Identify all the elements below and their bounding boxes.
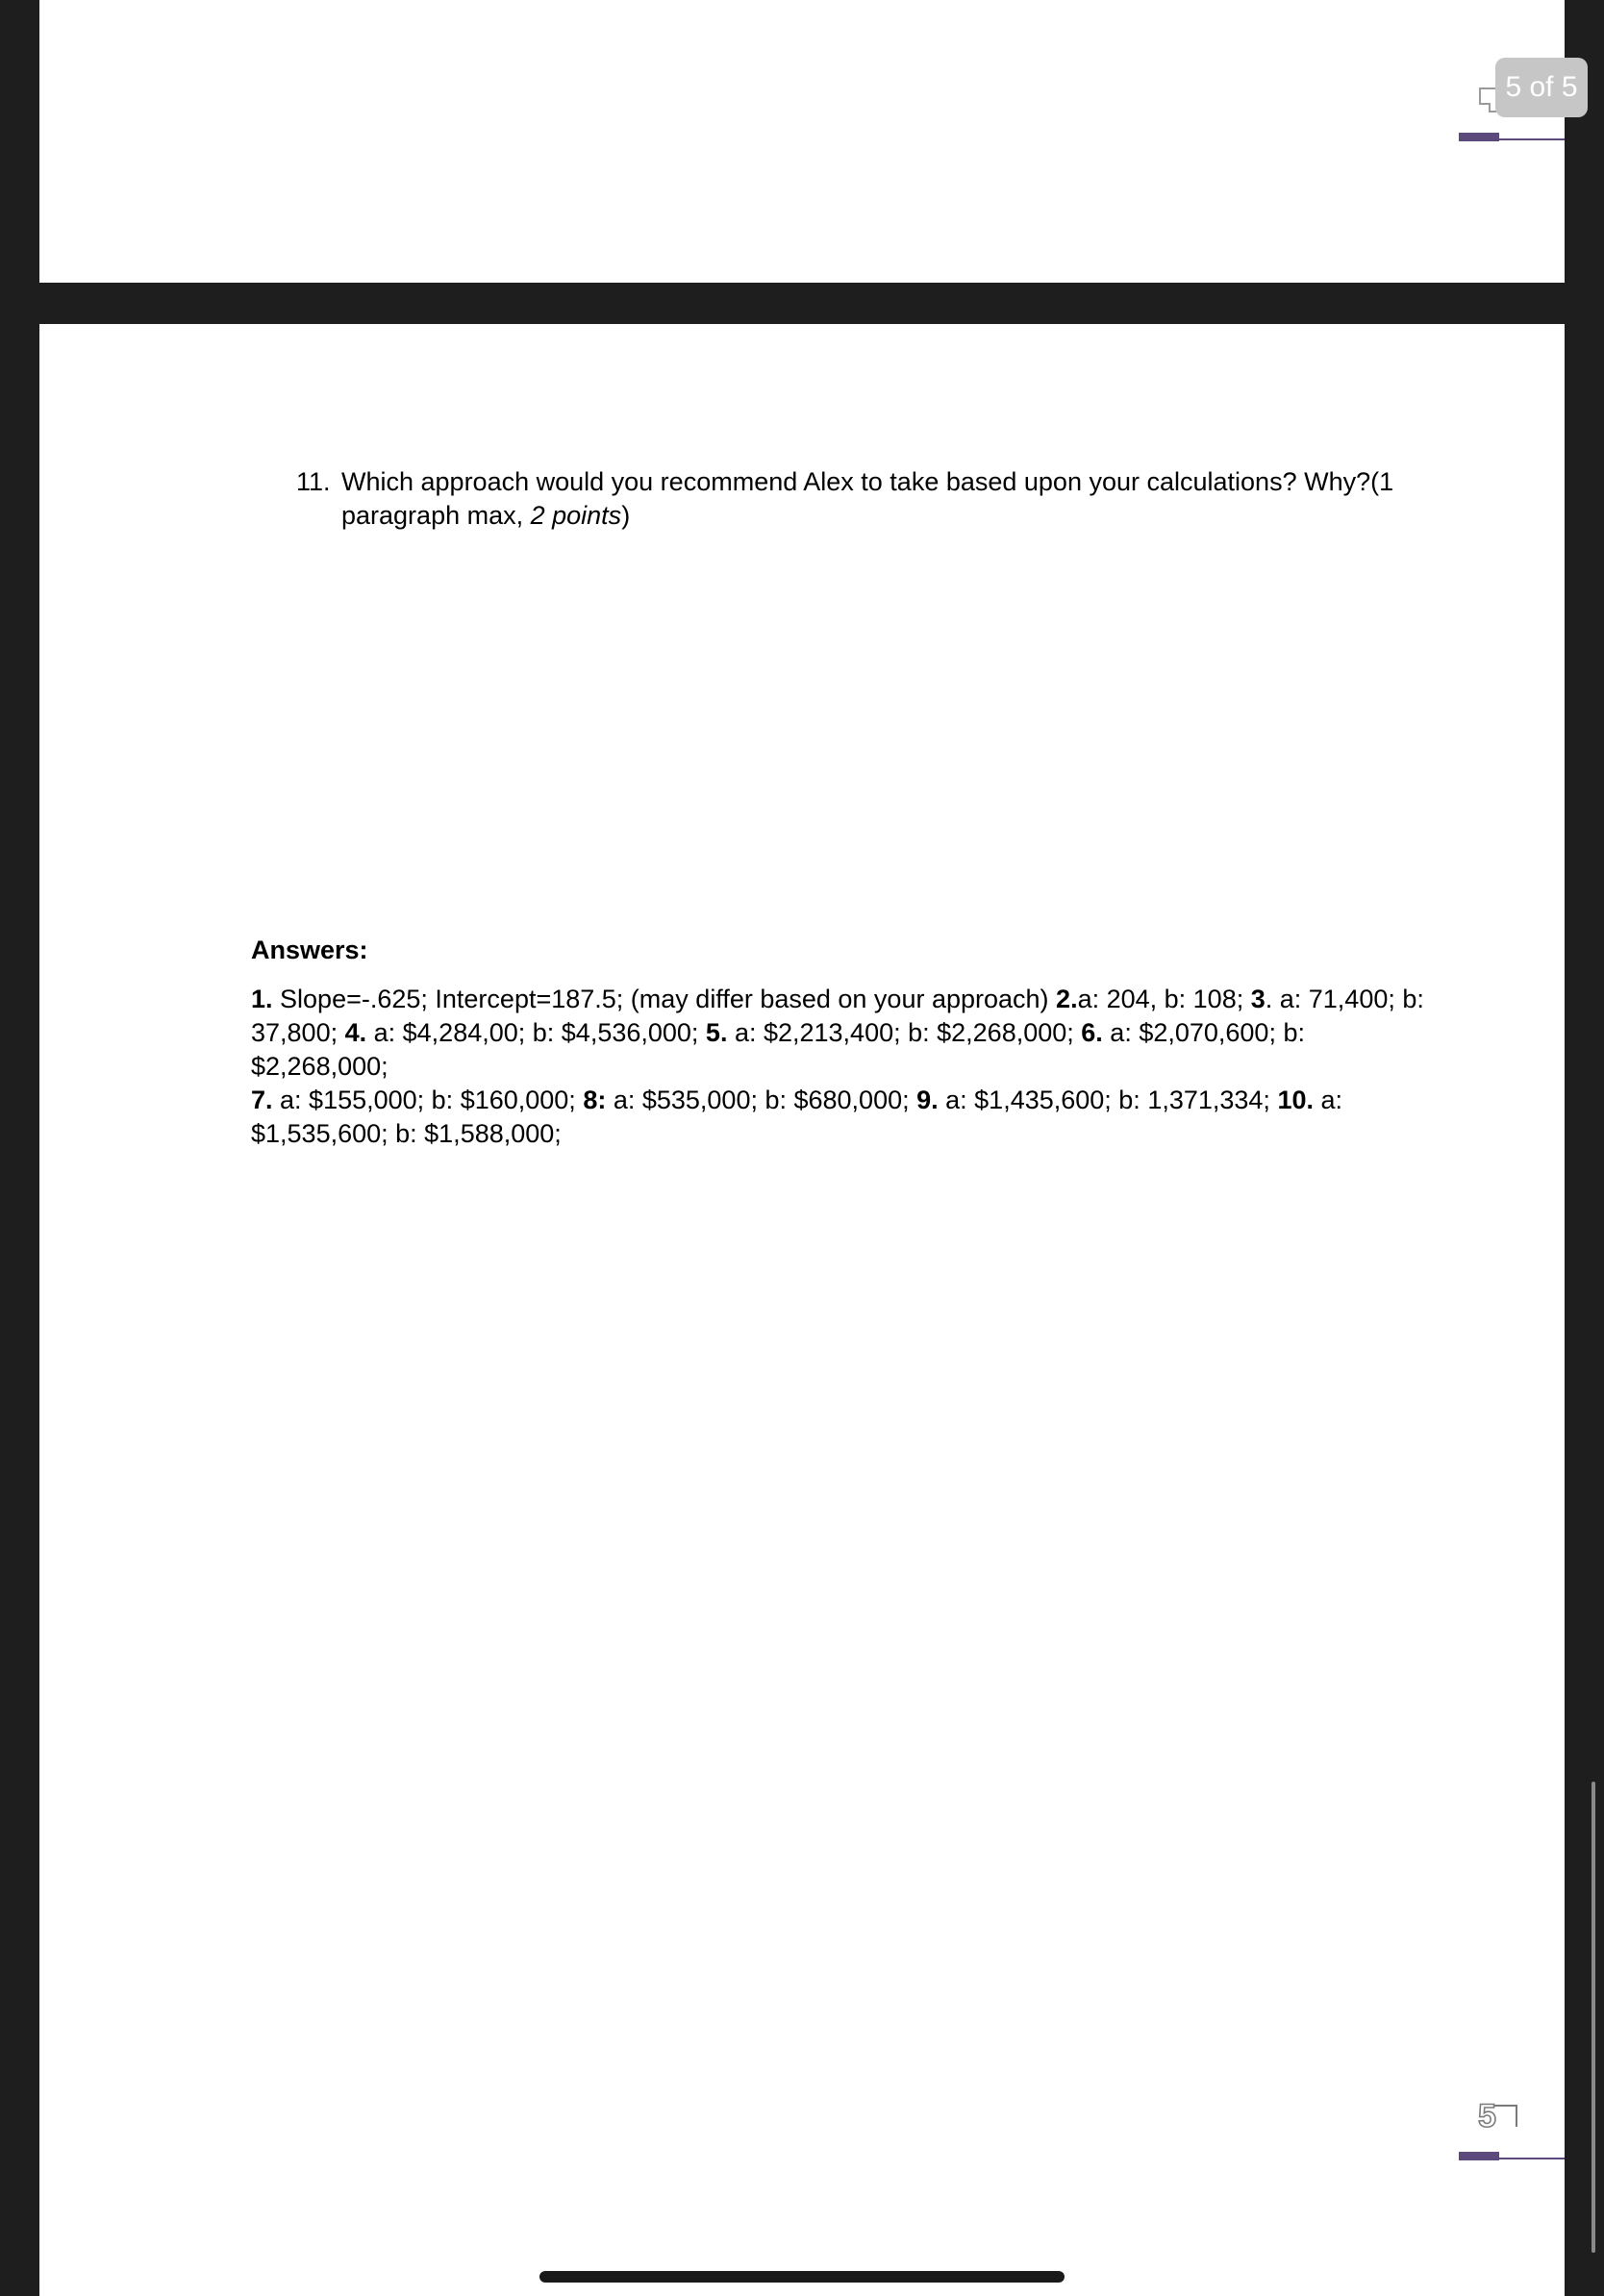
answer-label: 8:	[583, 1086, 607, 1114]
answer-text: a: $1,535,600; b: $1,588,000;	[251, 1086, 1343, 1148]
home-indicator[interactable]	[539, 2271, 1065, 2283]
answer-label: 6.	[1081, 1018, 1103, 1047]
footer-accent-line	[1459, 119, 1565, 158]
answer-label: 3	[1250, 985, 1266, 1013]
question-text: Which approach would you recommend Alex to take based upon your calculations? Why?(1 paragraph max, 2 points)	[341, 467, 1394, 530]
answer-label: 4.	[344, 1018, 367, 1047]
answer-text: a: $1,435,600; b: 1,371,334;	[938, 1086, 1278, 1114]
answer-label: 2.	[1056, 985, 1078, 1013]
vertical-scrollbar[interactable]	[1591, 1782, 1595, 2253]
answer-label: 7.	[251, 1086, 273, 1114]
answer-text: a: $2,213,400; b: $2,268,000;	[727, 1018, 1082, 1047]
answer-text: a: $2,070,600; b: $2,268,000;	[251, 1018, 1305, 1081]
page-number-glyph: 5	[1478, 2098, 1496, 2133]
footer-accent-line	[1459, 2138, 1565, 2177]
page-number-footer	[1474, 2098, 1520, 2133]
question-11	[296, 465, 1412, 533]
document-page	[39, 324, 1565, 2296]
answer-label: 10.	[1277, 1086, 1314, 1114]
answer-text: Slope=-.625; Intercept=187.5; (may differ based on your approach)	[272, 985, 1057, 1013]
page-indicator: 5 of 5	[1495, 58, 1588, 117]
answers-list	[251, 983, 1443, 1151]
answer-text: a: $155,000; b: $160,000;	[272, 1086, 584, 1114]
question-points: 2 points	[530, 501, 622, 530]
answer-text: a: 204, b: 108;	[1077, 985, 1251, 1013]
answer-label: 5.	[705, 1018, 728, 1047]
answer-label: 1.	[251, 985, 273, 1013]
answer-text: . a: 71,400; b: 37,800;	[251, 985, 1424, 1047]
previous-page	[39, 0, 1565, 283]
question-number: 11.	[296, 467, 331, 496]
answer-label: 9.	[916, 1086, 939, 1114]
answers-heading: Answers:	[251, 936, 368, 964]
answer-text: a: $535,000; b: $680,000;	[606, 1086, 917, 1114]
answer-text: a: $4,284,00; b: $4,536,000;	[366, 1018, 706, 1047]
